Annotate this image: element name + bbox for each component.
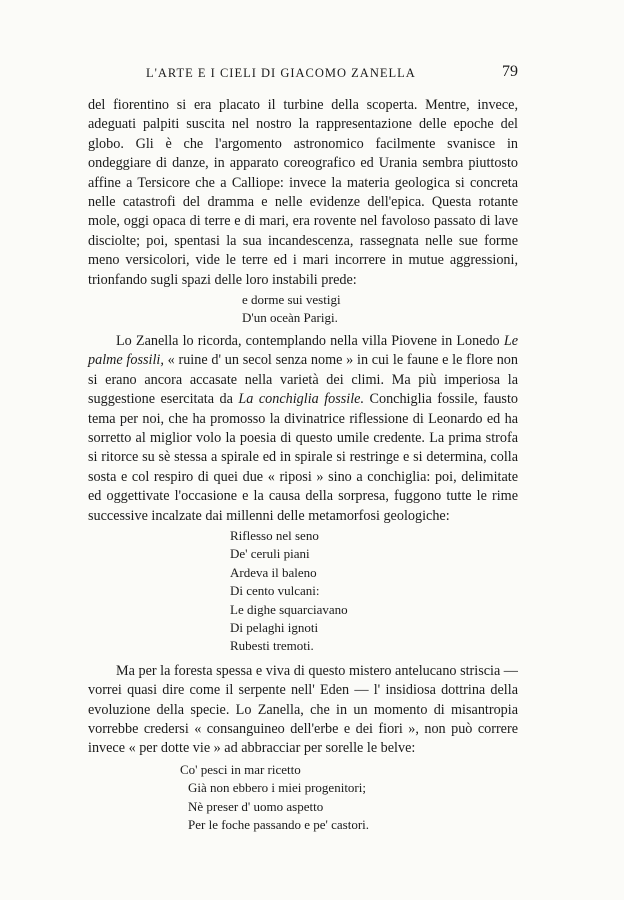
verse-line: Ardeva il baleno (230, 564, 317, 580)
verse-quote-2 (88, 527, 518, 656)
verse-line: Rubesti tremoti. (230, 638, 314, 654)
verse-line: Le dighe squarciavano (230, 601, 348, 617)
verse-quote-1 (88, 291, 518, 328)
work-title-palme-fossili: Le palme fossili, (88, 332, 518, 369)
paragraph-1: del fiorentino si era placato il turbine della scoperta. Mentre, invece, adeguati palpiti suscita nel nostro la rappresentazione delle epoche del globo. Gli è che l'argomento astronomico facilmente svanisce in ondeggiare di danze, in apparato coreografico ed Urania sembra piuttosto affine a Tersicore che a Calliope: invece la materia geologica si concreta nelle catastrofi del dramma e nelle evidenze dell'epica. Questa rotante mole, oggi opaca di terre e di mari, era rovente nel favoloso passato di lave disciolte; poi, spentasi la sua incandescenza, rassegnata nelle sue forme meno versicolori, vide le terre ed i mari incorrere in mutue aggressioni, trionfando sugli spazi delle loro instabili prede: (88, 97, 518, 288)
paragraph-3: Ma per la foresta spessa e viva di questo mistero antelucano striscia — vorrei quasi dire come il serpente nell' Eden — l' insidiosa dottrina della evoluzione della specie. Lo Zanella, che in un momento di misantropia vorrebbe credersi « consanguineo dell'erbe e dei fiori », non può correre invece « per dotte vie » ad abbracciar per sorelle le belve: (88, 662, 518, 757)
verse-line: e dorme sui vestigi (242, 292, 341, 308)
verse-line: De' ceruli piani (230, 546, 310, 562)
paragraph-2-text: Conchiglia fossile, fausto tema per noi, che ha promosso la divinatrice riflessione di Leonardo ed ha sorretto al miglior volo la poesia di questo umile credente. La prima strofa si ritorce su sè stessa a spirale ed in spirale si restringe e si determina, colla sosta e col respiro di quei due « riposi » sino a conchiglia: poi, delimitate ed oggettivate l'occasione e la causa della sorpresa, fuggono tutte le rime successive incalzate dai millenni delle metamorfosi geologiche: (88, 391, 518, 524)
verse-line: Di pelaghi ignoti (230, 619, 319, 635)
page-number: 79 (502, 63, 518, 80)
page-body (88, 96, 518, 834)
paragraph-2-text: Lo Zanella lo ricorda, contemplando nella villa Piovene in Lonedo (116, 332, 504, 349)
verse-line: D'un oceàn Parigi. (242, 310, 338, 326)
verse-line: Co' pesci in mar ricetto (180, 761, 301, 777)
verse-line: Nè preser d' uomo aspetto (188, 798, 324, 814)
verse-line: Per le foche passando e pe' castori. (188, 817, 370, 833)
page-header (88, 63, 518, 86)
verse-line: Già non ebbero i miei progenitori; (188, 780, 366, 796)
paragraph-2-text: « ruine d' un secol senza nome » in cui le faune e le flore non si erano ancora accasate nella varietà dei climi. Ma più imperiosa la suggestione esercitata da (88, 352, 518, 408)
paragraph-2 (88, 332, 518, 526)
work-title-conchiglia-fossile: La conchiglia fossile. (238, 391, 365, 408)
verse-line: Di cento vulcani: (230, 583, 320, 599)
verse-quote-3 (88, 761, 518, 835)
running-title: L'ARTE E I CIELI DI GIACOMO ZANELLA (146, 66, 416, 80)
verse-line: Riflesso nel seno (230, 527, 319, 543)
